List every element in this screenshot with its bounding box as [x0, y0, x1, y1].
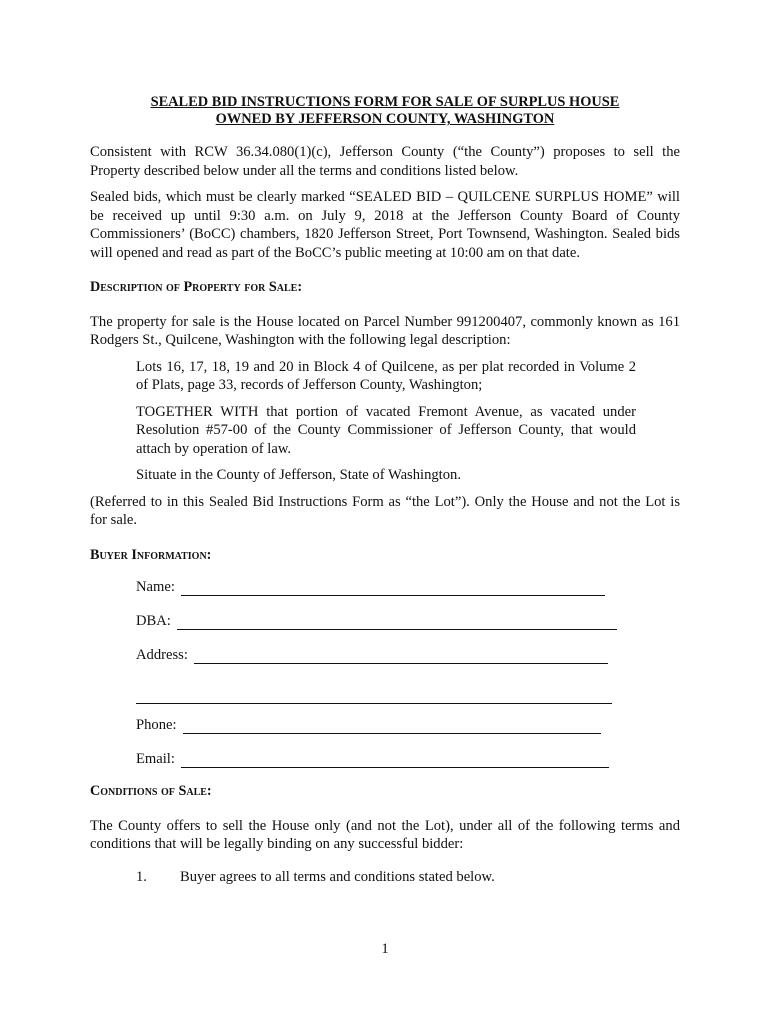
legal-description-lots: Lots 16, 17, 18, 19 and 20 in Block 4 of Quilcene, as per plat recorded in Volume 2 of Plats, page 33, records of Jefferson County, Washington; [136, 358, 636, 393]
address-label: Address: [136, 646, 188, 663]
form-title-line-2: OWNED BY JEFFERSON COUNTY, WASHINGTON [215, 111, 555, 127]
document-page [90, 94, 680, 886]
description-heading: Description of Property for Sale: [90, 279, 303, 295]
email-field [136, 750, 680, 768]
condition-item-number: 1. [136, 868, 147, 885]
email-label: Email: [136, 750, 175, 767]
address-input-line-2[interactable] [136, 688, 612, 704]
name-label: Name: [136, 578, 175, 595]
dba-field [136, 612, 680, 630]
phone-label: Phone: [136, 716, 177, 733]
property-intro-paragraph: The property for sale is the House located on Parcel Number 991200407, commonly known as 161 Rodgers St., Quilcene, Washington with the following legal description: [90, 313, 680, 348]
dba-label: DBA: [136, 612, 171, 629]
legal-description-together: TOGETHER WITH that portion of vacated Fremont Avenue, as vacated under Resolution #57-00 of the County Commissioner of Jefferson County, that would attach by operation of law. [136, 403, 636, 457]
condition-item-text: Buyer agrees to all terms and conditions stated below. [180, 868, 495, 885]
name-field [136, 578, 680, 596]
email-input-line[interactable] [181, 752, 609, 768]
name-input-line[interactable] [181, 580, 605, 596]
condition-item-1 [136, 868, 680, 887]
sealed-bids-paragraph: Sealed bids, which must be clearly marked “SEALED BID – QUILCENE SURPLUS HOME” will be received up until 9:30 a.m. on July 9, 2018 at the Jefferson County Board of County Commissioners’ (BoCC) chambers, 1820 Jefferson Street, Port Townsend, Washington. Sealed bids will opened and read as part of the BoCC’s public meeting at 10:00 am on that date. [90, 189, 680, 261]
buyer-information-heading: Buyer Information: [90, 546, 212, 563]
dba-input-line[interactable] [177, 614, 617, 630]
intro-paragraph: Consistent with RCW 36.34.080(1)(c), Jefferson County (“the County”) proposes to sell the Property described below under all the terms and conditions listed below. [90, 144, 680, 179]
referred-paragraph: (Referred to in this Sealed Bid Instructions Form as “the Lot”). Only the House and not the Lot is for sale. [90, 493, 680, 528]
address-second-line [136, 686, 680, 704]
phone-input-line[interactable] [183, 718, 601, 734]
phone-field [136, 716, 680, 734]
conditions-heading: Conditions of Sale: [90, 783, 212, 799]
buyer-fields [90, 578, 680, 768]
address-input-line[interactable] [194, 648, 608, 664]
legal-description-situate: Situate in the County of Jefferson, State of Washington. [136, 467, 461, 483]
conditions-intro-paragraph: The County offers to sell the House only (and not the Lot), under all of the following terms and conditions that will be legally binding on any successful bidder: [90, 817, 680, 852]
page-number: 1 [381, 941, 389, 957]
address-field [136, 646, 680, 664]
form-title-line-1: SEALED BID INSTRUCTIONS FORM FOR SALE OF SURPLUS HOUSE [150, 94, 620, 110]
